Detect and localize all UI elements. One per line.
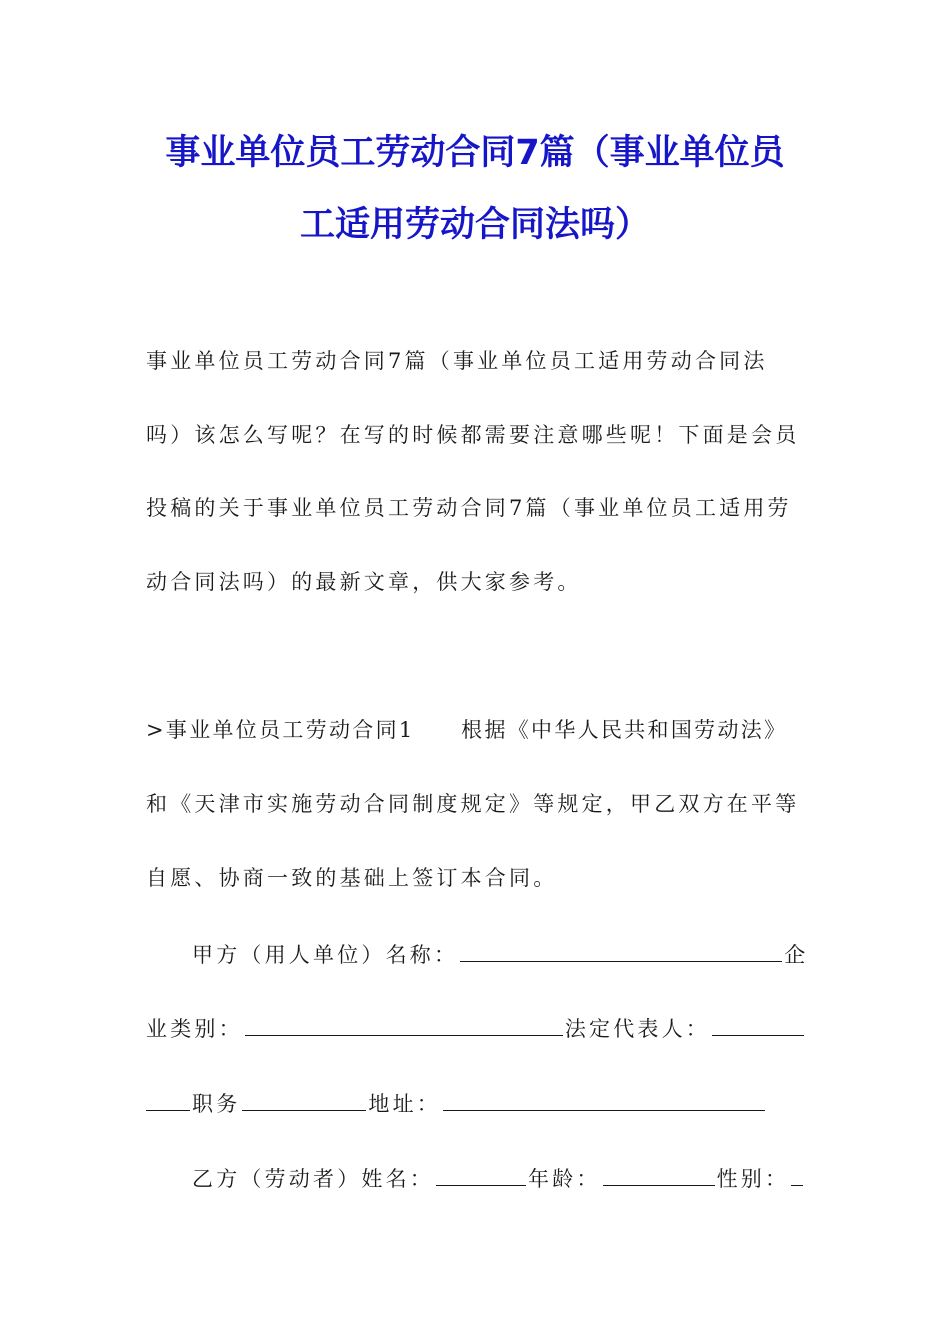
- legal-rep-label: 法定代表人：: [564, 1017, 711, 1041]
- section1-line-3: 自愿、协商一致的基础上签订本合同。: [146, 866, 558, 890]
- gender-blank[interactable]: [791, 1165, 803, 1186]
- party-a-row: [192, 941, 808, 969]
- position-blank[interactable]: [242, 1090, 366, 1111]
- legal-rep-blank-cont[interactable]: [146, 1090, 190, 1111]
- legal-rep-blank[interactable]: [712, 1015, 804, 1036]
- intro-line-2: 吗）该怎么写呢？在写的时候都需要注意哪些呢！下面是会员: [146, 423, 800, 447]
- document-title-line-1: 事业单位员工劳动合同7篇（事业单位员: [165, 133, 785, 173]
- age-blank[interactable]: [603, 1165, 715, 1186]
- gender-label: 性别：: [716, 1167, 790, 1191]
- intro-line-1: 事业单位员工劳动合同7篇（事业单位员工适用劳动合同法: [146, 349, 768, 373]
- position-row: [146, 1090, 767, 1118]
- position-label: 职务: [192, 1092, 241, 1116]
- party-b-row: [192, 1165, 805, 1193]
- intro-line-4: 动合同法吗）的最新文章，供大家参考。: [146, 570, 582, 594]
- party-a-name-label: 甲方（用人单位）名称：: [192, 943, 459, 967]
- party-b-name-label: 乙方（劳动者）姓名：: [192, 1167, 434, 1191]
- party-b-name-blank[interactable]: [436, 1165, 526, 1186]
- address-label: 地址：: [368, 1092, 442, 1116]
- age-label: 年龄：: [528, 1167, 601, 1191]
- enterprise-type-label: 业类别：: [146, 1017, 243, 1041]
- address-blank[interactable]: [443, 1090, 765, 1111]
- intro-line-3: 投稿的关于事业单位员工劳动合同7篇（事业单位员工适用劳: [146, 496, 792, 520]
- enterprise-type-blank[interactable]: [245, 1015, 563, 1036]
- document-title-line-2: 工适用劳动合同法吗）: [299, 205, 650, 245]
- enterprise-row: [146, 1015, 806, 1043]
- party-a-name-blank[interactable]: [460, 941, 782, 962]
- enterprise-prefix: 企: [784, 943, 809, 967]
- section1-line-2: 和《天津市实施劳动合同制度规定》等规定，甲乙双方在平等: [146, 792, 800, 816]
- section1-line-1: >事业单位员工劳动合同1 根据《中华人民共和国劳动法》: [146, 718, 788, 742]
